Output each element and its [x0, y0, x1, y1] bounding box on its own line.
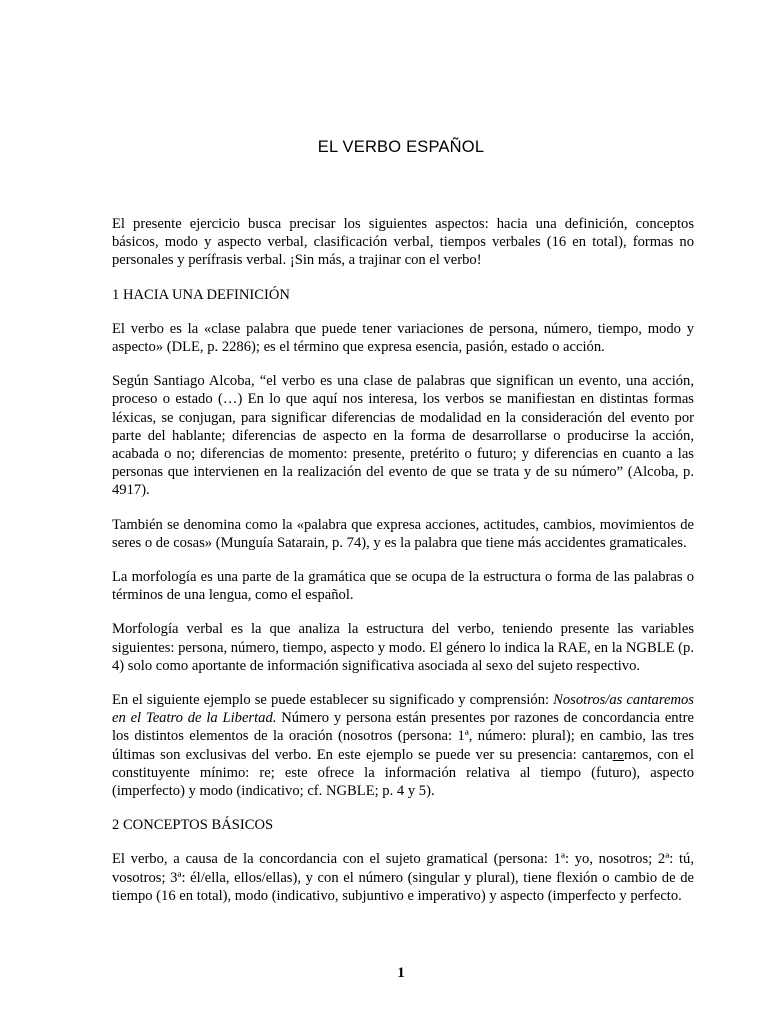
intro-paragraph: El presente ejercicio busca precisar los siguientes aspectos: hacia una definición, conceptos básicos, modo y aspecto verbal, clasificación verbal, tiempos verbales (16 en total), formas no personales y perífrasis verbal. ¡Sin más, a trajinar con el verbo!	[112, 216, 694, 269]
page-number: 1	[397, 965, 405, 981]
example-sentence-italic: Nosotros/as cantaremos en el Teatro de la Libertad.	[112, 692, 694, 727]
paragraph-dle-definition: El verbo es la «clase palabra que puede tener variaciones de persona, número, tiempo, modo y aspecto» (DLE, p. 2286); es el término que expresa esencia, pasión, estado o acción.	[112, 320, 694, 356]
paragraph-example	[112, 691, 694, 800]
paragraph-munguia-definition: También se denomina como la «palabra que expresa acciones, actitudes, cambios, movimientos de seres o de cosas» (Munguía Satarain, p. 74), y es la palabra que tiene más accidentes gramaticales.	[112, 516, 694, 551]
section-heading-definition: 1 HACIA UNA DEFINICIÓN	[112, 286, 290, 303]
example-underlined-morpheme: re	[612, 746, 625, 763]
example-text-part1: En el siguiente ejemplo se puede establecer su significado y comprensión:	[112, 692, 554, 709]
document-body	[112, 215, 694, 921]
document-title: EL VERBO ESPAÑOL	[317, 138, 485, 156]
section-heading-conceptos: 2 CONCEPTOS BÁSICOS	[112, 817, 274, 834]
paragraph-alcoba-quote: Según Santiago Alcoba, “el verbo es una clase de palabras que significan un evento, una acción, proceso o estado (…) En lo que aquí nos interesa, los verbos se manifiestan en distintas formas léxicas, se conjugan, para significar diferencias de modalidad en la consideración del evento por parte del hablante; diferencias de aspecto en la forma de desarrollarse o producirse la acción, acabada o no; diferencias de momento: presente, pretérito o futuro; y diferencias en cuanto a las personas que intervienen en la realización del evento de que se trata y de su número” (Alcoba, p. 4917).	[112, 373, 694, 499]
example-text-part2: Número y persona están presentes por razones de concordancia entre los distintos elementos de la oración (nosotros (persona: 1ª, número: plural); en cambio, las tres últimas son exclusivas del verbo. En este ejemplo se puede ver su presencia: canta	[112, 710, 694, 763]
example-text-part3: mos, con el constituyente mínimo: re; este ofrece la información relativa al tiempo (futuro), aspecto (imperfecto) y modo (indicativo; cf. NGBLE; p. 4 y 5).	[112, 746, 694, 800]
paragraph-concordancia: El verbo, a causa de la concordancia con el sujeto gramatical (persona: 1ª: yo, nosotros; 2ª: tú, vosotros; 3ª: él/ella, ellos/ellas), y con el número (singular y plural), tiene flexión o cambio de de tiempo (16 en total), modo (indicativo, subjuntivo e imperativo) y aspecto (imperfecto y perfecto.	[112, 851, 694, 904]
paragraph-morfologia: La morfología es una parte de la gramática que se ocupa de la estructura o forma de las palabras o términos de una lengua, como el español.	[112, 569, 694, 604]
paragraph-morfologia-verbal: Morfología verbal es la que analiza la estructura del verbo, teniendo presente las variables siguientes: persona, número, tiempo, aspecto y modo. El género lo indica la RAE, en la NGBLE (p. 4) solo como aportante de información significativa asociada al sexo del sujeto respectivo.	[112, 621, 694, 674]
